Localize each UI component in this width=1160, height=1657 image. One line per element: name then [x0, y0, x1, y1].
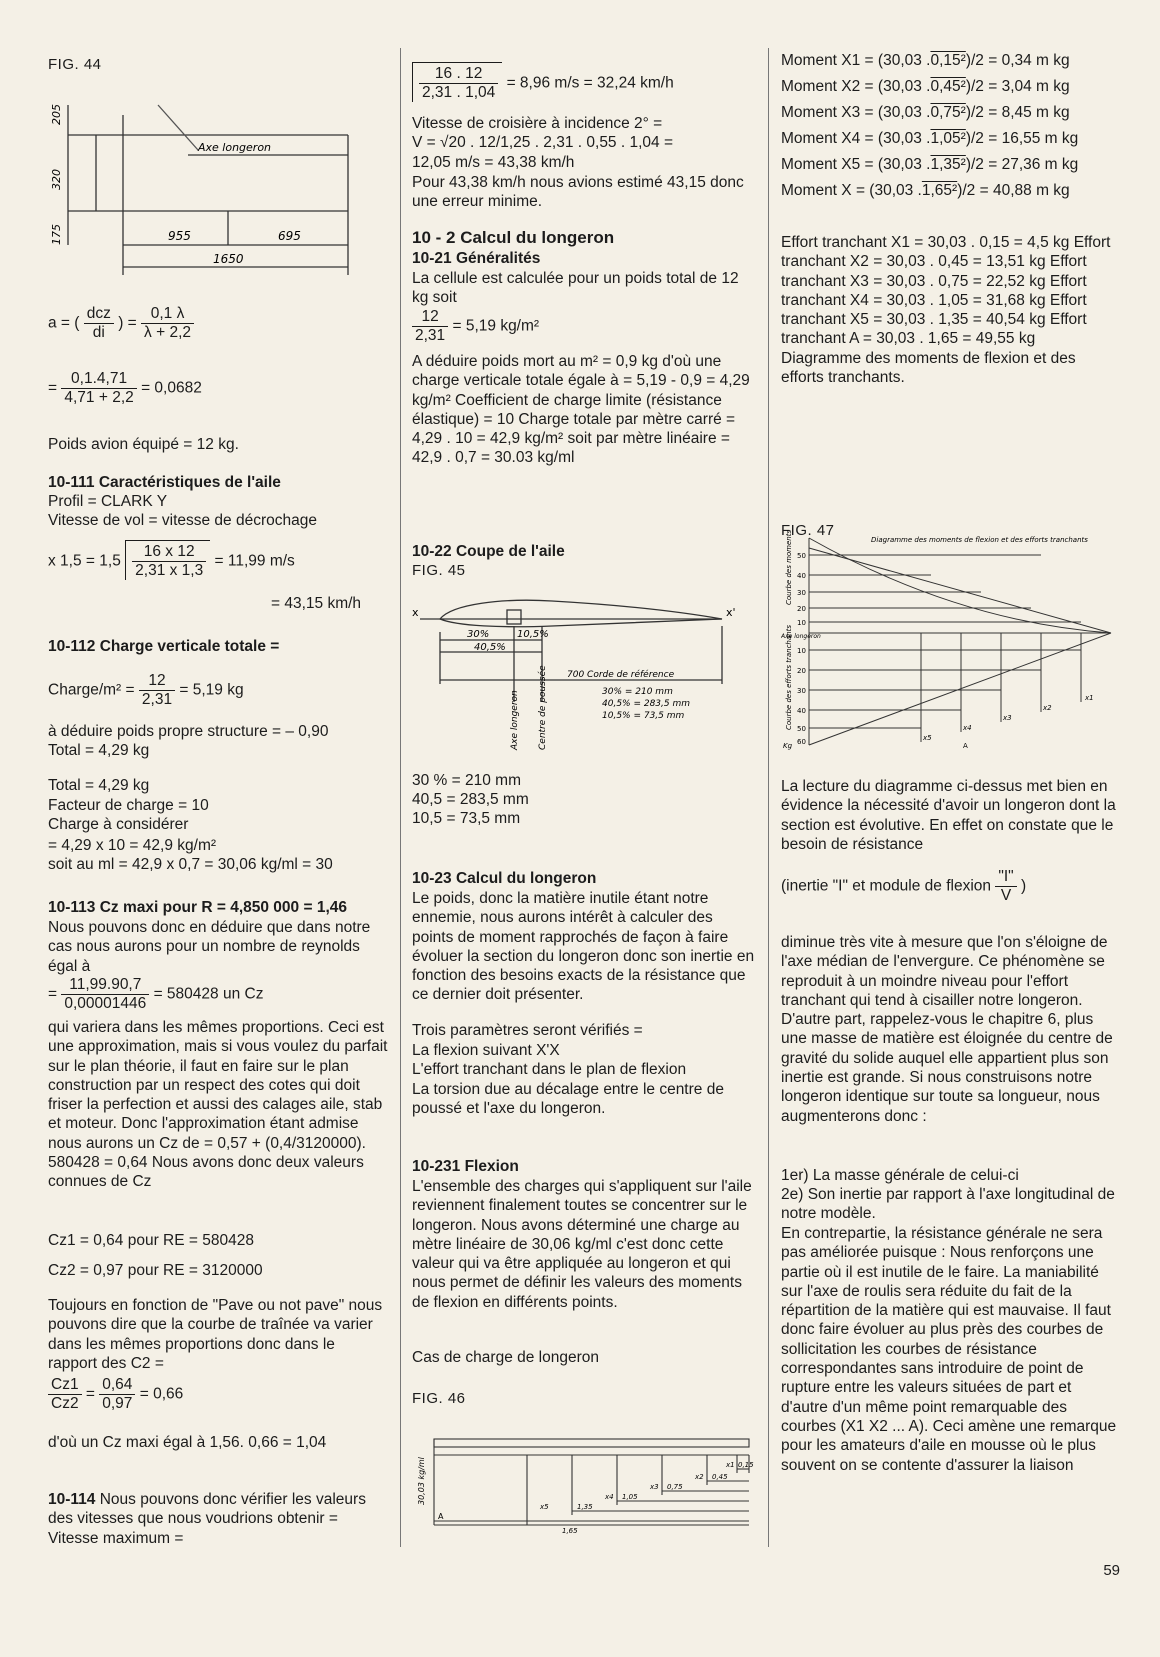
fig44-dim-320: 320: [50, 169, 63, 190]
fig45-axe-longeron: Axe longeron: [510, 690, 520, 750]
moment-row: Moment X = (30,03 .1,65²)/2 = 40,88 m kg: [781, 182, 1070, 199]
fig47-x3: x3: [1003, 714, 1012, 722]
fig46-x4: x4: [605, 1493, 614, 1501]
fig47-x1: x1: [1085, 694, 1094, 702]
soit-au-ml: soit au ml = 42,9 x 0,7 = 30,06 kg/ml = 30: [48, 856, 333, 873]
fig45-30: 30%: [467, 629, 490, 640]
heading-10-231: 10-231 Flexion: [412, 1158, 519, 1175]
fig46-x3: x3: [650, 1483, 659, 1491]
paragraph-pave: Toujours en fonction de "Pave ou not pave" nous pouvons dire que la courbe de traînée va varier dans les mêmes proportions donc dans le rapport des C2 =: [48, 1297, 383, 1372]
cz-maxi: d'où un Cz maxi égal à 1,56. 0,66 = 1,04: [48, 1434, 327, 1451]
fig47-x4: x4: [963, 724, 972, 732]
fig45-l3: 10,5% = 73,5 mm: [602, 711, 685, 721]
fig47-a: A: [963, 742, 968, 750]
fig47-tick-bot: 50: [797, 725, 806, 733]
facteur-charge: Facteur de charge = 10: [48, 797, 209, 814]
croisiere-equation: V = √20 . 12/1,25 . 2,31 . 0,55 . 1,04 =: [412, 134, 674, 151]
fig45-centre: Centre de poussée: [538, 665, 548, 750]
paragraph-10-114: 10-114 Nous pouvons donc vérifier les valeurs des vitesses que nous voudrions obtenir = Vitesse maximum =: [48, 1491, 366, 1547]
total-1: Total = 4,29 kg: [48, 742, 150, 759]
paragraph-10-113: Nous pouvons donc en déduire que dans notre cas nous aurons pour un nombre de reynolds égal à: [48, 919, 371, 975]
moment-row: Moment X3 = (30,03 .0,75²)/2 = 8,45 m kg: [781, 104, 1070, 121]
total-2: Total = 4,29 kg: [48, 777, 150, 794]
fig45-label: FIG. 45: [412, 562, 466, 579]
equation-a2: = $\frac{0,1.4,71}{4,71 + 2,2}$ = 0,0682: [48, 370, 202, 406]
fig44-dim-1650: 1650: [213, 252, 244, 266]
profil: Profil = CLARK Y: [48, 493, 168, 510]
vitesse-vol: Vitesse de vol = vitesse de décrochage: [48, 512, 317, 529]
vitesse-kmh: = 43,15 km/h: [271, 595, 362, 612]
fig47-tick-bot: 60: [797, 738, 806, 746]
fig47-y-top: Courbe des moments: [785, 530, 793, 605]
charge-valeur: = 4,29 x 10 = 42,9 kg/m²: [48, 837, 217, 854]
fig46-a: A: [438, 1512, 444, 1521]
heading-10-111: 10-111 Caractéristiques de l'aile: [48, 474, 281, 491]
fig45-corde: 700 Corde de référence: [567, 670, 675, 680]
fig47-drawing: [781, 530, 1121, 750]
fig47-tick-bot: 40: [797, 707, 806, 715]
paragraph-10-21a: La cellule est calculée pour un poids total de 12 kg soit: [412, 270, 739, 307]
list-item-1: 1er) La masse générale de celui-ci: [781, 1167, 1019, 1184]
column-rule-1: [400, 48, 401, 1547]
paragraph-10-23: Le poids, donc la matière inutile étant notre ennemie, nous aurons intérêt à calculer des points de moment rapprochés de façon à faire évoluer la section du longeron donc son inertie en fonction des besoins exacts de la résistance que ce dernier doit présenter.: [412, 890, 755, 1004]
fig44-drawing: [48, 95, 368, 290]
vitesse-croisiere: Vitesse de croisière à incidence 2° =: [412, 115, 663, 132]
fig47-kg: Kg: [783, 742, 793, 750]
heading-10-113: 10-113 Cz maxi pour R = 4,850 000 = 1,46: [48, 899, 347, 916]
fig46-charge: 30,03 kg/ml: [417, 1457, 426, 1505]
fig47-tick-bot: 30: [797, 687, 806, 695]
fig45-105: 10,5%: [517, 629, 549, 640]
fig45-xprime: x': [726, 606, 736, 619]
fig47-tick-top: 10: [797, 619, 806, 627]
equation-a: a = ( $\frac{\text{dcz}}{di}$ ) = $\frac{0,1 \lambda}{\lambda + 2,2}$: [48, 305, 194, 342]
fig46-d45: 0,45: [712, 1473, 728, 1481]
heading-10-2: 10 - 2 Calcul du longeron: [412, 228, 615, 247]
fig47-x5: x5: [923, 734, 932, 742]
paragraph-10-21b: A déduire poids mort au m² = 0,9 kg d'où une charge verticale totale égale à = 5,19 - 0,9 = 4,29 kg/m² Coefficient de charge limite (résistance élastique) = 10 Charge totale par mètre carré = 4,29 . 10 = 42,9 kg/m² soit par mètre linéaire = 42,9 . 0,7 = 30.03 kg/ml: [412, 353, 750, 467]
paragraph-contrepartie: En contrepartie, la résistance générale ne sera pas améliorée puisque : Nous renforçons une partie où il est inutile de le faire. La maniabilité sur l'axe de roulis sera réduite du fait de la répartition de la matière qui est mauvaise. Il faut donc faire évoluer au plus près des courbes de sollicitation les courbes de résistance correspondantes sans introduire de point de rupture entre les valeurs situées de part et d'autre d'un même point remarquable des courbes (X1 X2 ... A). Ceci amène une remarque pour les amateurs d'aile en mousse où le plus souvent on se contente d'assurer la liaison: [781, 1225, 1117, 1474]
fig47-tick-bot: 20: [797, 667, 806, 675]
moment-row: Moment X1 = (30,03 .0,15²)/2 = 0,34 m kg: [781, 52, 1070, 69]
cz1-line: Cz1 = 0,64 pour RE = 580428: [48, 1232, 254, 1249]
equation-10-21: $\frac{12}{2,31}$ = 5,19 kg/m²: [412, 308, 539, 345]
pour-estime: Pour 43,38 km/h nous avions estimé 43,15 donc une erreur minime.: [412, 174, 744, 211]
paragraph-diminue: diminue très vite à mesure que l'on s'éloigne de l'axe médian de l'envergure. Ce phénomène se reproduit à un moindre niveau pour l'effort tranchant qui tend à cisailler notre longeron. D'autre part, rappelez-vous le chapitre 6, plus une masse de matière est éloignée du centre de gravité du solide auquel elle appartient plus son inertie est grande. Si nous construisons notre longeron identique sur toute sa longueur, nous augmenterons donc :: [781, 934, 1113, 1125]
fig46-x5: x5: [540, 1503, 549, 1511]
fig46-d105: 1,05: [622, 1493, 638, 1501]
torsion: La torsion due au décalage entre le centre de poussé et l'axe du longeron.: [412, 1081, 724, 1118]
equation-v: x 1,5 = 1,5 $\frac{16 x 12}{2,31 x 1,3}$ = 11,99 m/s: [48, 540, 295, 580]
trois-parametres: Trois paramètres seront vérifiés =: [412, 1022, 643, 1039]
fig44-dim-955: 955: [168, 229, 191, 243]
heading-10-23: 10-23 Calcul du longeron: [412, 870, 597, 887]
deduire-structure: à déduire poids propre structure = – 0,90: [48, 723, 329, 740]
fig47-axe: Axe longeron: [781, 633, 821, 640]
heading-10-22: 10-22 Coupe de l'aile: [412, 543, 565, 560]
fig46-x1: x1: [726, 1461, 735, 1469]
effort-tranchant-plan: L'effort tranchant dans le plan de flexion: [412, 1061, 687, 1078]
equation-reynolds: = $\frac{11,99.90,7}{0,00001446}$ = 580428 un Cz: [48, 976, 264, 1012]
fig46-d15: 0,15: [738, 1461, 754, 1469]
fig46-d165: 1,65: [562, 1527, 578, 1535]
cas-de-charge: Cas de charge de longeron: [412, 1349, 599, 1366]
inertie-line: (inertie "I" et module de flexion $\frac{"I"}{V}$ ): [781, 868, 1027, 904]
paragraph-10-231: L'ensemble des charges qui s'appliquent sur l'aile reviennent finalement toutes se concentrer sur le longeron. Nous avons déterminé une charge au mètre linéaire de 30,06 kg/ml c'est donc cette valeur qui va être appliquée au longeron et qui nous permet de définir les valeurs des moments de flexion en différents points.: [412, 1178, 752, 1311]
fig44-dim-175: 175: [50, 224, 63, 245]
fig45-l2: 40,5% = 283,5 mm: [602, 699, 691, 709]
moment-row: Moment X2 = (30,03 .0,45²)/2 = 3,04 m kg: [781, 78, 1070, 95]
efforts-tranchants: Effort tranchant X1 = 30,03 . 0,15 = 4,5 kg Effort tranchant X2 = 30,03 . 0,45 = 13,51 kg Effort tranchant X3 = 30,03 . 0,75 = 22,52 kg Effort tranchant X4 = 30,03 . 1,05 = 31,68 kg Effort tranchant X5 = 30,03 . 1,35 = 40,54 kg Effort tranchant A = 30,03 . 1,65 = 49,55 kg Diagramme des moments de flexion et des efforts tranchants.: [781, 234, 1111, 387]
fig47-tick-top: 30: [797, 589, 806, 597]
fig47-tick-top: 40: [797, 572, 806, 580]
charge-considerer: Charge à considérer: [48, 816, 189, 833]
fig46-x2: x2: [695, 1473, 704, 1481]
equation-charge: Charge/m² = $\frac{12}{2,31}$ = 5,19 kg: [48, 672, 244, 708]
fig45-x: x: [412, 606, 419, 619]
fig45-405: 40,5%: [474, 642, 506, 653]
fig44-axe-label: Axe longeron: [198, 141, 272, 154]
cz2-line: Cz2 = 0,97 pour RE = 3120000: [48, 1262, 263, 1279]
fig44-dim-205: 205: [50, 104, 63, 125]
heading-10-21: 10-21 Généralités: [412, 250, 541, 267]
moment-row: Moment X5 = (30,03 .1,35²)/2 = 27,36 m kg: [781, 156, 1079, 173]
fig47-x2: x2: [1043, 704, 1052, 712]
fig47-y-bot: Courbe des efforts tranchants: [785, 625, 793, 730]
fig47-tick-top: 50: [797, 552, 806, 560]
fig45-drawing: [412, 592, 757, 762]
value-30: 30 % = 210 mm: [412, 772, 521, 789]
list-item-2: 2e) Son inertie par rapport à l'axe longitudinal de notre modèle.: [781, 1186, 1115, 1223]
equation-ratio: $\frac{Cz1}{Cz2}$ = $\frac{0,64}{0,97}$ = 0,66: [48, 1376, 183, 1413]
page-number: 59: [1103, 1562, 1120, 1579]
fig44-label: FIG. 44: [48, 56, 102, 73]
paragraph-10-113b: qui variera dans les mêmes proportions. Ceci est une approximation, mais si vous voulez du parfait sur le plan théorie, il faut en faire sur le plan construction par un respect des cotes qui doit friser la perfection et aussi des calages aile, stab et moteur. Donc l'approximation étant admise nous aurons un Cz de = 0,57 + (0,4/3120000). 580428 = 0,64 Nous avons donc deux valeurs connues de Cz: [48, 1019, 388, 1191]
heading-10-112: 10-112 Charge verticale totale =: [48, 638, 280, 655]
fig46-label: FIG. 46: [412, 1390, 466, 1407]
fig46-d135: 1,35: [577, 1503, 593, 1511]
croisiere-resultat: 12,05 m/s = 43,38 km/h: [412, 154, 575, 171]
equation-vmax: $\frac{16 . 12}{2,31 . 1,04}$ = 8,96 m/s = 32,24 km/h: [412, 62, 674, 102]
moment-row: Moment X4 = (30,03 .1,05²)/2 = 16,55 m kg: [781, 130, 1079, 147]
poids-avion: Poids avion équipé = 12 kg.: [48, 436, 239, 453]
fig45-l1: 30% = 210 mm: [602, 687, 673, 697]
fig46-drawing: [412, 1425, 757, 1535]
column-rule-2: [768, 48, 769, 1547]
fig47-label: FIG. 47: [781, 522, 835, 539]
flexion-xx: La flexion suivant X'X: [412, 1042, 560, 1059]
fig44-dim-695: 695: [278, 229, 301, 243]
paragraph-lecture: La lecture du diagramme ci-dessus met bien en évidence la nécessité d'avoir un longeron dont la section est évolutive. En effet on constate que le besoin de résistance: [781, 778, 1116, 853]
value-405: 40,5 = 283,5 mm: [412, 791, 529, 808]
fig47-title: Diagramme des moments de flexion et des efforts tranchants: [871, 536, 1088, 544]
fig47-tick-top: 20: [797, 605, 806, 613]
value-105: 10,5 = 73,5 mm: [412, 810, 521, 827]
fig46-d75: 0,75: [667, 1483, 683, 1491]
fig47-tick-bot: 10: [797, 647, 806, 655]
